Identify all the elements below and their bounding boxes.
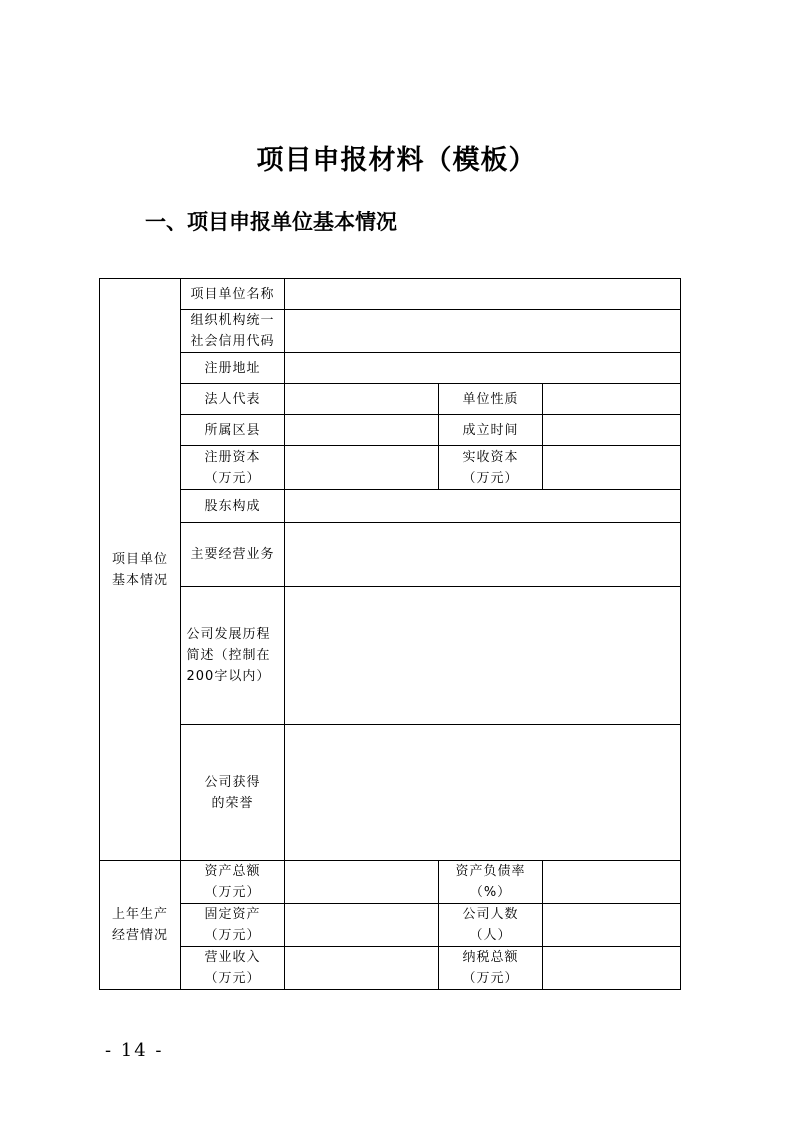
section-heading: 一、项目申报单位基本情况 (145, 210, 397, 234)
label-revenue: 营业收入（万元） (181, 947, 285, 990)
field-legal-rep[interactable] (285, 384, 439, 415)
row-unit-name (100, 279, 681, 310)
label-credit-code: 组织机构统一社会信用代码 (181, 310, 285, 353)
label-headcount: 公司人数（人） (439, 904, 543, 947)
label-debt-ratio: 资产负债率（%） (439, 861, 543, 904)
field-debt-ratio[interactable] (543, 861, 681, 904)
field-shareholders[interactable] (285, 490, 681, 523)
label-honors: 公司获得的荣誉 (181, 725, 285, 861)
field-district[interactable] (285, 415, 439, 446)
field-honors[interactable] (285, 725, 681, 861)
field-unit-nature[interactable] (543, 384, 681, 415)
row-total-assets (100, 861, 681, 904)
label-address: 注册地址 (181, 353, 285, 384)
row-capital (100, 446, 681, 490)
label-legal-rep: 法人代表 (181, 384, 285, 415)
field-main-business[interactable] (285, 523, 681, 587)
row-credit-code (100, 310, 681, 353)
field-total-assets[interactable] (285, 861, 439, 904)
label-fixed-assets: 固定资产（万元） (181, 904, 285, 947)
document-title: 项目申报材料（模板） (256, 145, 537, 176)
label-paid-in-capital: 实收资本（万元） (439, 446, 543, 490)
field-headcount[interactable] (543, 904, 681, 947)
label-main-business: 主要经营业务 (181, 523, 285, 587)
field-paid-in-capital[interactable] (543, 446, 681, 490)
row-history (100, 587, 681, 725)
label-total-assets: 资产总额（万元） (181, 861, 285, 904)
row-main-business (100, 523, 681, 587)
label-district: 所属区县 (181, 415, 285, 446)
field-credit-code[interactable] (285, 310, 681, 353)
group-label-operations: 上年生产经营情况 (100, 861, 181, 990)
label-tax: 纳税总额（万元） (439, 947, 543, 990)
label-shareholders: 股东构成 (181, 490, 285, 523)
page-number: - 14 - (105, 1040, 164, 1061)
field-revenue[interactable] (285, 947, 439, 990)
field-unit-name[interactable] (285, 279, 681, 310)
label-registered-capital: 注册资本（万元） (181, 446, 285, 490)
field-history[interactable] (285, 587, 681, 725)
row-fixed-assets (100, 904, 681, 947)
label-history: 公司发展历程简述（控制在200字以内） (181, 587, 285, 725)
row-district (100, 415, 681, 446)
field-fixed-assets[interactable] (285, 904, 439, 947)
row-revenue (100, 947, 681, 990)
row-honors (100, 725, 681, 861)
row-address (100, 353, 681, 384)
row-legal-rep (100, 384, 681, 415)
label-founded: 成立时间 (439, 415, 543, 446)
label-unit-name: 项目单位名称 (181, 279, 285, 310)
field-tax[interactable] (543, 947, 681, 990)
label-unit-nature: 单位性质 (439, 384, 543, 415)
field-registered-capital[interactable] (285, 446, 439, 490)
field-address[interactable] (285, 353, 681, 384)
application-form-table (99, 278, 681, 990)
row-shareholders (100, 490, 681, 523)
field-founded[interactable] (543, 415, 681, 446)
group-label-basic-info: 项目单位基本情况 (100, 279, 181, 861)
